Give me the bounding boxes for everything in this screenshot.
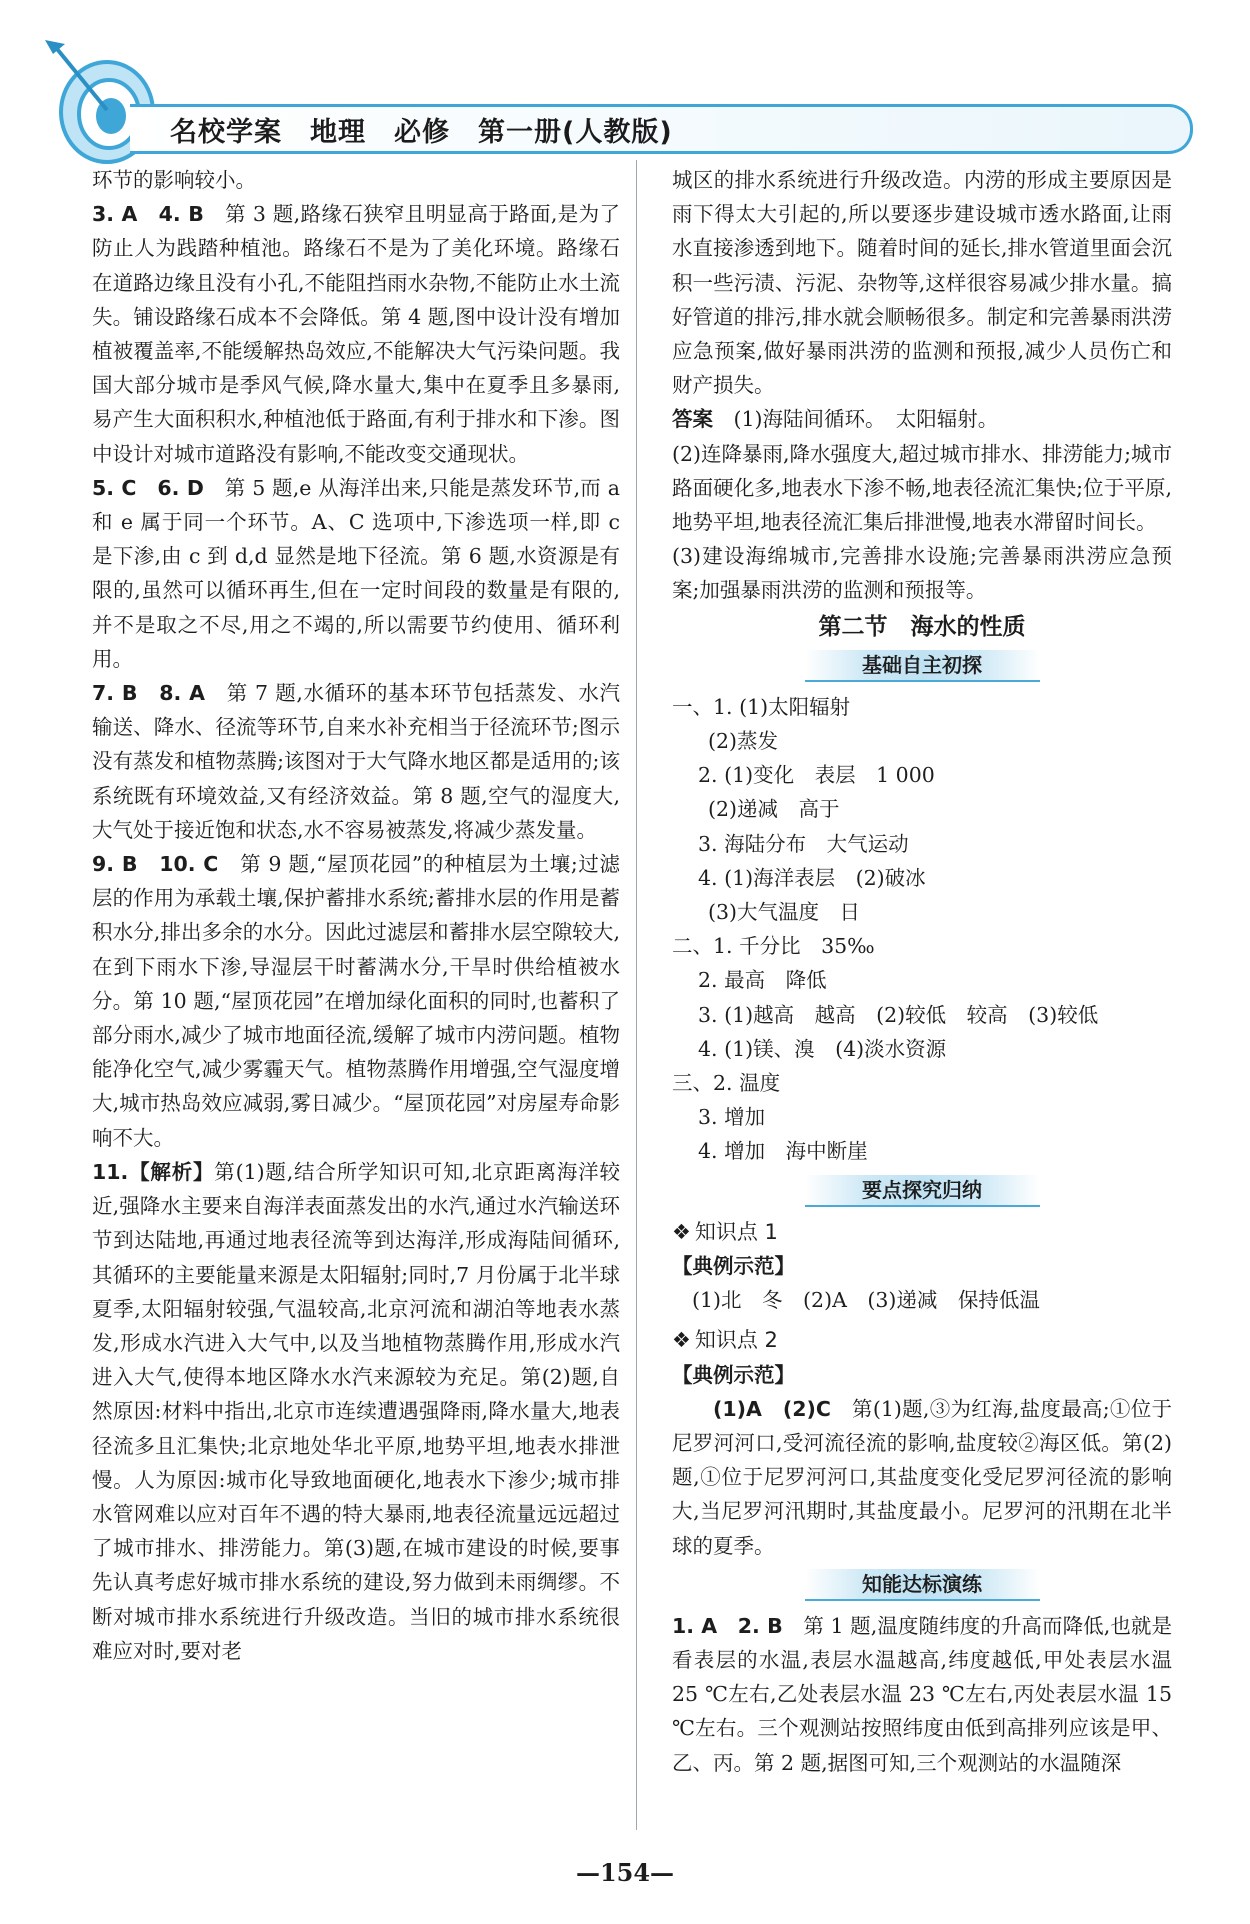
knowledge-point-label: 知识点 2 xyxy=(694,1328,778,1353)
answer-text: 第(1)题,结合所学知识可知,北京距离海洋较近,强降水主要来自海洋表面蒸发出的水汽,通过水汽输送环节到达陆地,再通过地表径流等到达海洋,形成海陆间循环,其循环的主要能量来源是太阳辐射;同时,7 月份属于北半球夏季,太阳辐射较强,气温较高,北京河流和湖泊等地表水蒸发,形成水汽进入大气中,以及当地植物蒸腾作用,形成水汽进入大气,使得本地区降水水汽来源较为充足。第(2)题,自然原因:材料中指出,北京市连续遭遇强降雨,降水量大,地表径流多且汇集快;北京地处华北平原,地势平坦,地表水排泄慢。人为原因:城市化导致地面硬化,地表水下渗少;城市排水管网难以应对百年不遇的特大暴雨,地表径流量远远超过了城市排水、排涝能力。第(3)题,在城市建设的时候,要事先认真考虑好城市排水系统的建设,努力做到未雨绸缪。不断对城市排水系统进行升级改造。当旧的城市排水系统很难应对时,要对老 xyxy=(92,1159,620,1663)
basics-line: (2)蒸发 xyxy=(708,729,779,754)
example-label: 【典例示范】 xyxy=(672,1253,795,1278)
example-label: 【典例示范】 xyxy=(672,1362,795,1387)
question-number: 9. B 10. C xyxy=(92,852,219,877)
answer-text: 第 9 题,“屋顶花园”的种植层为土壤;过滤层的作用为承载土壤,保护蓄排水系统;蓄排水层的作用是蓄积水分,排出多余的水分。因此过滤层和蓄排水层空隙较大,在到下雨水下渗,导湿层干时蓄满水分,干旱时供给植被水分。第 10 题,“屋顶花园”在增加绿化面积的同时,也蓄积了部分雨水,减少了城市地面径流,缓解了城市内涝问题。植物能净化空气,减少雾霾天气。植物蒸腾作用增强,空气湿度增大,城市热岛效应减弱,雾日减少。“屋顶花园”对房屋寿命影响不大。 xyxy=(92,852,620,1150)
answer-label: 答案 xyxy=(672,407,713,432)
answer-3-4 xyxy=(92,197,620,471)
page-header xyxy=(0,0,1250,160)
answer-block xyxy=(672,402,1172,436)
answer-1-2 xyxy=(672,1609,1172,1780)
section-banner-basics: 基础自主初探 xyxy=(805,650,1040,682)
diamond-icon: ❖ xyxy=(672,1219,691,1244)
basics-line: 4. (1)海洋表层 (2)破冰 xyxy=(698,865,926,890)
answer-text: 第(1)题,③为红海,盐度最高;①位于尼罗河河口,受河流径流的影响,盐度较②海区低。第(2)题,①位于尼罗河河口,其盐度变化受尼罗河径流的影响大,当尼罗河汛期时,其盐度最小。尼罗河的汛期在北半球的夏季。 xyxy=(672,1396,1172,1558)
basics-line: 4. (1)镁、溴 (4)淡水资源 xyxy=(698,1036,947,1061)
answer-11 xyxy=(92,1155,620,1668)
knowledge-point-label: 知识点 1 xyxy=(694,1219,778,1244)
section-banner-key-points: 要点探究归纳 xyxy=(805,1175,1040,1207)
knowledge-point-2 xyxy=(672,1323,1172,1357)
answer-text: 第 7 题,水循环的基本环节包括蒸发、水汽输送、降水、径流等环节,自来水补充相当于径流环节;图示没有蒸发和植物蒸腾;该图对于大气降水地区都是适用的;该系统既有环境效益,又有经济效益。第 8 题,空气的湿度大,大气处于接近饱和状态,水不容易被蒸发,将减少蒸发量。 xyxy=(92,681,620,842)
answer-7-8 xyxy=(92,676,620,847)
basics-line: 2. (1)变化 表层 1 000 xyxy=(698,763,935,788)
answer-2: (2)连降暴雨,降水强度大,超过城市排水、排涝能力;城市路面硬化多,地表水下渗不畅,地表径流汇集快;位于平原,地势平坦,地表径流汇集后排泄慢,地表水滞留时间长。 xyxy=(672,441,1172,535)
left-paragraph-0: 环节的影响较小。 xyxy=(92,168,256,192)
right-paragraph-0: 城区的排水系统进行升级改造。内涝的形成主要原因是雨下得太大引起的,所以要逐步建设城市透水路面,让雨水直接渗透到地下。随着时间的延长,排水管道里面会沉积一些污渍、污泥、杂物等,这样很容易减少排水量。搞好管道的排污,排水就会顺畅很多。制定和完善暴雨洪涝应急预案,做好暴雨洪涝的监测和预报,减少人员伤亡和财产损失。 xyxy=(672,168,1172,398)
right-column xyxy=(672,163,1172,1780)
basics-line: 2. 最高 降低 xyxy=(698,968,827,993)
question-number: (1)A (2)C xyxy=(713,1396,831,1421)
question-number: 5. C 6. D xyxy=(92,475,204,500)
basics-line: 3. (1)越高 越高 (2)较低 较高 (3)较低 xyxy=(698,1002,1099,1027)
basics-line: 三、2. 温度 xyxy=(672,1071,781,1096)
answer-text: 第 3 题,路缘石狭窄且明显高于路面,是为了防止人为践踏种植池。路缘石不是为了美化环境。路缘石在道路边缘且没有小孔,不能阻挡雨水杂物,不能防止水土流失。铺设路缘石成本不会降低。第 4 题,图中设计没有增加植被覆盖率,不能缓解热岛效应,不能解决大气污染问题。我国大部分城市是季风气候,降水量大,集中在夏季且多暴雨,易产生大面积积水,种植池低于路面,有利于排水和下渗。图中设计对城市道路没有影响,不能改变交通现状。 xyxy=(92,202,621,466)
question-number: 7. B 8. A xyxy=(92,681,205,706)
answer-1: (1)海陆间循环。 太阳辐射。 xyxy=(713,407,999,432)
knowledge-point-1 xyxy=(672,1215,1172,1249)
basics-line: (2)递减 高于 xyxy=(708,797,840,822)
basics-line: (3)大气温度 日 xyxy=(708,900,861,925)
kp1-answer: (1)北 冬 (2)A (3)递减 保持低温 xyxy=(692,1288,1040,1313)
section-title: 第二节 海水的性质 xyxy=(818,613,1026,640)
basics-line: 3. 海陆分布 大气运动 xyxy=(698,831,909,856)
basics-line: 二、1. 千分比 35‰ xyxy=(672,934,875,959)
answer-text: 第 5 题,e 从海洋出来,只能是蒸发环节,而 a 和 e 属于同一个环节。A、C 选项中,下渗选项一样,即 c 是下渗,由 c 到 d,d 显然是地下径流。第 6 题,水资源是有限的,虽然可以循环再生,但在一定时间段的数量是有限的,并不是取之不尽,用之不竭的,所以需要节约使用、循环利用。 xyxy=(92,475,620,671)
page-number: —154— xyxy=(575,1858,675,1887)
question-number: 1. A 2. B xyxy=(672,1613,783,1638)
section-banner-practice: 知能达标演练 xyxy=(805,1569,1040,1601)
question-number: 11.【解析】 xyxy=(92,1159,215,1184)
column-divider xyxy=(636,160,637,1830)
left-column xyxy=(92,163,620,1668)
question-number: 3. A 4. B xyxy=(92,202,204,227)
answer-9-10 xyxy=(92,847,620,1155)
header-title: 名校学案 地理 必修 第一册(人教版) xyxy=(170,117,673,148)
basics-line: 一、1. (1)太阳辐射 xyxy=(672,694,851,719)
answer-text: 第 1 题,温度随纬度的升高而降低,也就是看表层的水温,表层水温越高,纬度越低,甲处表层水温 25 ℃左右,乙处表层水温 23 ℃左右,丙处表层水温 15 ℃左右。三个观测站按照纬度由低到高排列应该是甲、乙、丙。第 2 题,据图可知,三个观测站的水温随深 xyxy=(672,1613,1173,1775)
basics-line: 4. 增加 海中断崖 xyxy=(698,1139,868,1164)
kp2-answer xyxy=(672,1392,1172,1563)
answer-3: (3)建设海绵城市,完善排水设施;完善暴雨洪涝应急预案;加强暴雨洪涝的监测和预报等。 xyxy=(672,544,1172,603)
answer-5-6 xyxy=(92,471,620,676)
basics-line: 3. 增加 xyxy=(698,1105,766,1130)
diamond-icon: ❖ xyxy=(672,1328,691,1353)
